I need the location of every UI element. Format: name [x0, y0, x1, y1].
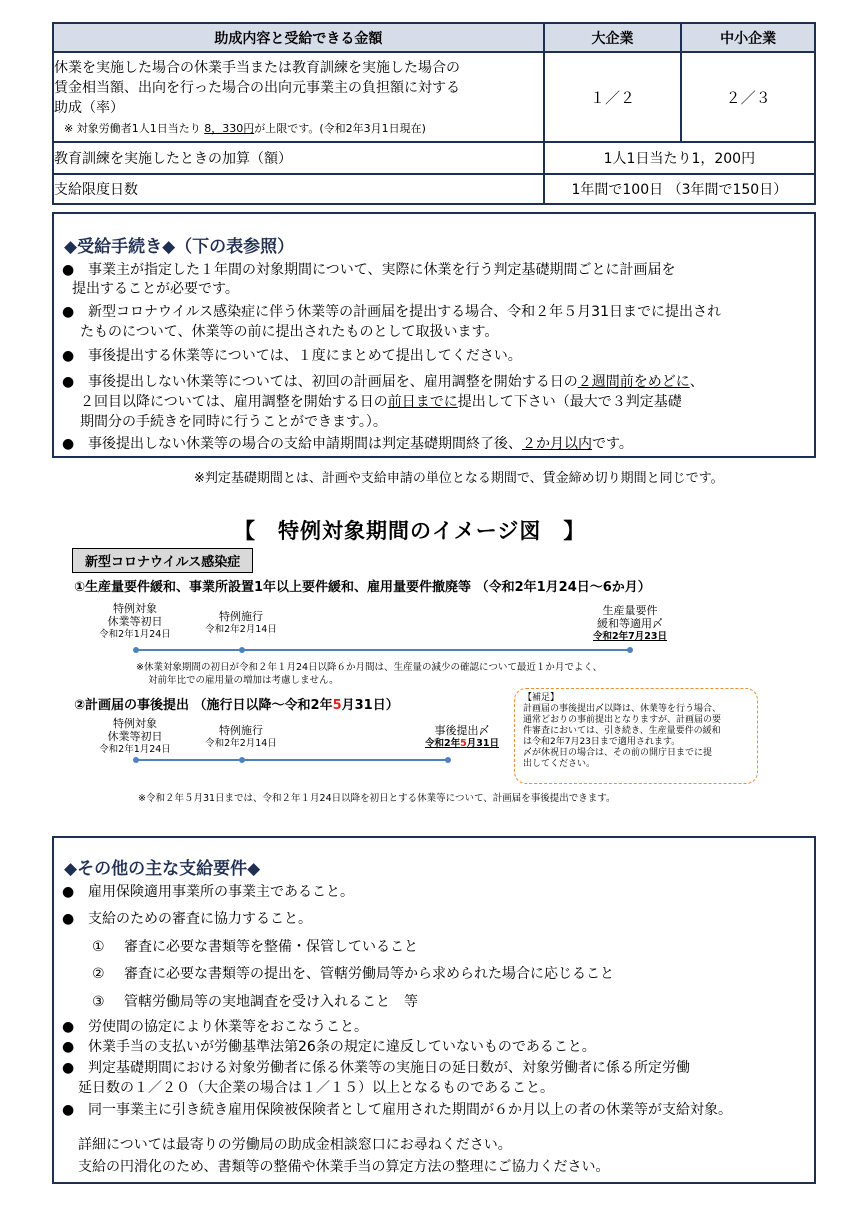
bullet-icon: ●	[62, 1060, 75, 1076]
tl1-note-line1: ※休業対象期間の初日が令和２年１月24日以降６か月間は、生産量の減少の確認について最近１か月でよく、	[136, 662, 603, 673]
bullet-icon: ●	[62, 1039, 75, 1055]
covid-tag: 新型コロナウイルス感染症	[72, 548, 253, 573]
procedure-item-4-line3: 期間分の手続きを同時に行うことができます。）。	[80, 414, 387, 430]
procedure-item-3-line1: 事後提出する休業等については、１度にまとめて提出してください。	[88, 348, 522, 364]
req-sub2: 審査に必要な書類等の提出を、管轄労働局等から求められた場合に応じること	[124, 966, 614, 982]
rate-note-suffix: が上限です。(令和2年3月1日現在)	[254, 122, 426, 135]
req-b1: 雇用保険適用事業所の事業主であること。	[88, 884, 354, 900]
procedure-item-1-line1: 事業主が指定した１年間の対象期間について、実際に休業を行う判定基礎期間ごとに計画届を	[88, 262, 676, 278]
supplement-title: 【補足】	[523, 693, 560, 703]
bullet-icon: ●	[62, 884, 75, 900]
bullet-icon: ●	[62, 911, 75, 927]
bullet-icon: ●	[62, 304, 75, 320]
rate-desc-line1: 休業を実施した場合の休業手当または教育訓練を実施した場合の	[54, 60, 460, 76]
timeline-point	[239, 647, 245, 653]
bullet-icon: ●	[62, 436, 75, 452]
bullet-icon: ●	[62, 374, 75, 390]
rate-desc-line2: 賃金相当額、出向を行った場合の出向元事業主の負担額に対する	[54, 80, 460, 96]
limit-label: 支給限度日数	[53, 174, 544, 204]
rate-description	[53, 52, 544, 142]
req-b3: 労使間の協定により休業等をおこなうこと。	[88, 1019, 368, 1035]
tl2-point1-label: 特例対象 休業等初日 令和2年1月24日	[99, 717, 171, 755]
bullet-icon: ●	[62, 348, 75, 364]
sub-number: ③	[92, 994, 105, 1010]
supplement-box	[514, 688, 758, 784]
sub-number: ②	[92, 966, 105, 982]
bullet-icon: ●	[62, 262, 75, 278]
table-header-row	[53, 23, 815, 52]
tl1-note-line2: 対前年比での雇用量の増加は考慮しません。	[148, 675, 339, 686]
supplement-line: 計画届の事後提出〆以降は、休業等を行う場合、	[523, 704, 722, 714]
bullet-icon: ●	[62, 1019, 75, 1035]
rate-large: １／２	[544, 52, 682, 142]
timeline-point	[133, 647, 139, 653]
header-content: 助成内容と受給できる金額	[53, 23, 544, 52]
rate-sme: ２／３	[681, 52, 815, 142]
tl1-point3-label: 生産量要件 緩和等適用〆 令和2年7月23日	[593, 604, 667, 642]
timeline-point	[445, 757, 451, 763]
timeline2-heading: ②計画届の事後提出 （施行日以降～令和2年5月31日）	[74, 698, 399, 713]
supplement-line: 出してください。	[523, 759, 596, 769]
timeline-point	[133, 757, 139, 763]
supplement-line: は令和2年7月23日まで適用されます。	[523, 737, 681, 747]
other-requirements-box	[52, 836, 816, 1184]
req-b2: 支給のための審査に協力すること。	[88, 911, 312, 927]
bullet-icon: ●	[62, 1102, 75, 1118]
closing-line2: 支給の円滑化のため、書類等の整備や休業手当の算定方法の整理にご協力ください。	[78, 1159, 610, 1175]
timeline2-line	[130, 752, 460, 768]
req-sub3: 管轄労働局等の実地調査を受け入れること 等	[124, 994, 418, 1010]
procedure-item-5-line1: 事後提出しない休業等の場合の支給申請期間は判定基礎期間終了後、２か月以内です。	[88, 436, 633, 452]
supplement-line: 件審査においては、引き続き、生産量要件の緩和	[523, 726, 721, 736]
image-bottom-note: ※令和２年５月31日までは、令和２年１月24日以降を初日とする休業等について、計画届を事後提出できます。	[138, 793, 616, 804]
training-value-text: 人1日当たり1，200円	[612, 151, 756, 167]
supplement-line: 通常どおりの事前提出となりますが、計画届の要	[523, 715, 722, 725]
procedure-item-1-line2: 提出することが必要です。	[72, 281, 239, 297]
timeline1-line	[130, 642, 640, 658]
req-sub1: 審査に必要な書類等を整備・保管していること	[124, 939, 418, 955]
other-requirements-title: ◆その他の主な支給要件◆	[64, 859, 261, 879]
subsidy-table	[52, 22, 816, 205]
image-section-title: 【 特例対象期間のイメージ図 】	[234, 519, 586, 543]
req-b6: 同一事業主に引き続き雇用保険被保険者として雇用された期間が６か月以上の者の休業等が支給対象。	[88, 1102, 732, 1118]
rate-note-amount: 8，330円	[204, 122, 255, 135]
timeline-point	[239, 757, 245, 763]
procedure-footnote: ※判定基礎期間とは、計画や支給申請の単位となる期間で、賃金締め切り期間と同じです。	[194, 471, 724, 486]
req-b5-line2: 延日数の１／２０（大企業の場合は１／１５）以上となるものであること。	[78, 1080, 554, 1096]
tl2-point3-label: 事後提出〆 令和2年5月31日	[425, 724, 499, 749]
procedure-item-4-line1: 事後提出しない休業等については、初回の計画届を、雇用調整を開始する日の２週間前をめどに、	[88, 374, 704, 390]
training-label: 教育訓練を実施したときの加算（額）	[53, 142, 544, 174]
rate-desc-line3: 助成（率）	[54, 100, 124, 116]
table-row	[53, 174, 815, 204]
sub-number: ①	[92, 939, 105, 955]
procedure-title: ◆受給手続き◆（下の表参照）	[64, 237, 295, 257]
table-row	[53, 142, 815, 174]
timeline-point	[627, 647, 633, 653]
limit-value: 1年間で100日 （3年間で150日）	[544, 174, 815, 204]
header-large-company: 大企業	[544, 23, 682, 52]
header-sme: 中小企業	[681, 23, 815, 52]
procedure-item-2-line1: 新型コロナウイルス感染症に伴う休業等の計画届を提出する場合、令和２年５月31日までに提出され	[88, 304, 721, 320]
rate-note	[54, 120, 543, 136]
rate-note-prefix: ※ 対象労働者1人1日当たり	[64, 122, 205, 135]
supplement-line: 〆が休祝日の場合は、その前の開庁日までに提	[523, 748, 713, 758]
tl2-point2-label: 特例施行 令和2年2月14日	[205, 724, 277, 749]
req-b4: 休業手当の支払いが労働基準法第26条の規定に違反していないものであること。	[88, 1039, 596, 1055]
tl1-point1-label: 特例対象 休業等初日 令和2年1月24日	[99, 602, 171, 640]
closing-text	[78, 1134, 609, 1178]
procedure-item-4-line2: ２回目以降については、雇用調整を開始する日の前日までに提出して下さい（最大で３判定基礎	[80, 394, 682, 410]
procedure-box	[52, 212, 816, 458]
timeline1-heading: ①生産量要件緩和、事業所設置1年以上要件緩和、雇用量要件撤廃等 （令和2年1月24日～6か月）	[74, 580, 651, 595]
table-row	[53, 52, 815, 142]
tl1-point2-label: 特例施行 令和2年2月14日	[205, 610, 277, 635]
req-b5-line1: 判定基礎期間における対象労働者に係る休業等の実施日の延日数が、対象労働者に係る所定労働	[88, 1060, 690, 1076]
procedure-item-2-line2: たものについて、休業等の前に提出されたものとして取扱います。	[80, 324, 499, 340]
training-value: 1人1日当たり1，200円	[544, 142, 815, 174]
closing-line1: 詳細については最寄りの労働局の助成金相談窓口にお尋ねください。	[78, 1137, 512, 1153]
